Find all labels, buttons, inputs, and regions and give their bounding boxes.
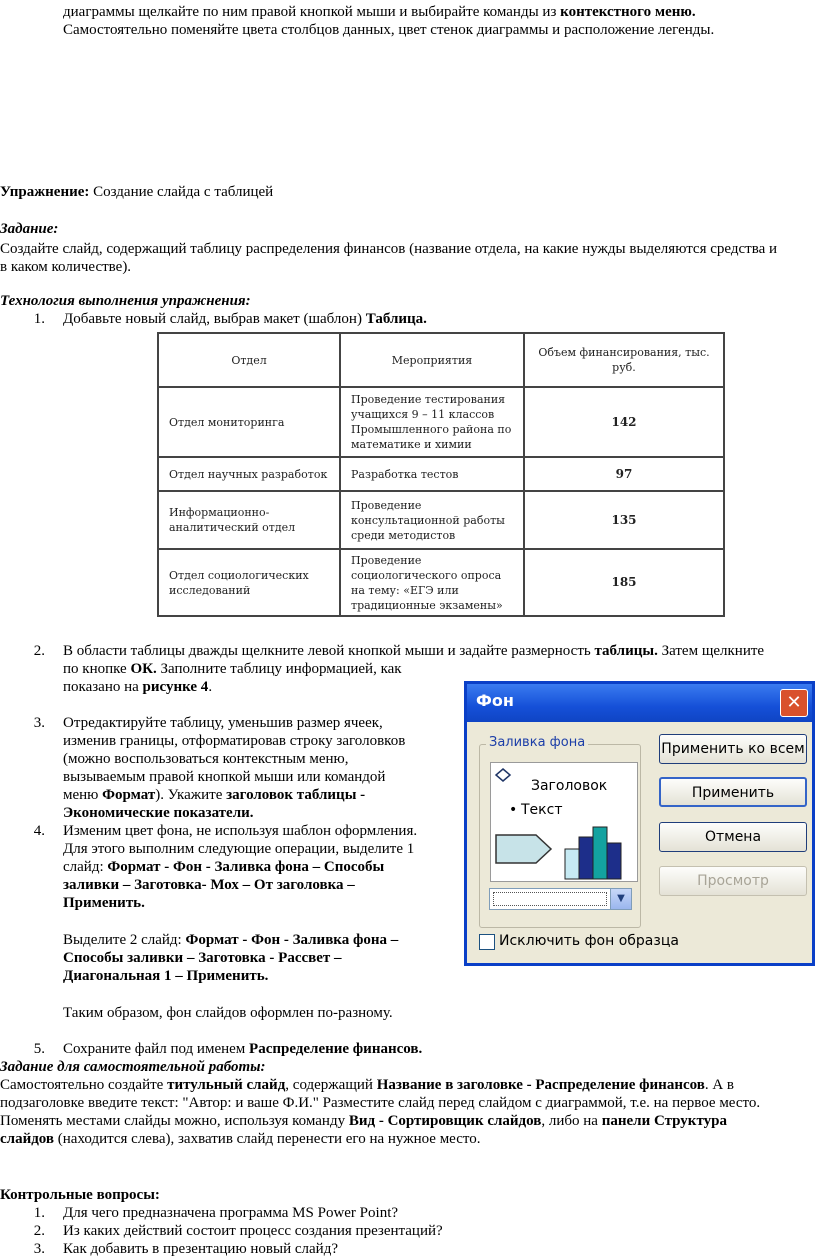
fill-group-label: Заливка фона bbox=[486, 734, 588, 752]
step-3-text-3: (можно воспользоваться контекстным меню, bbox=[63, 751, 349, 767]
self-task-text-3: Поменять местами слайды можно, используя команду Вид - Сортировщик слайдов, либо на панели Структура bbox=[0, 1113, 727, 1129]
step-5-text: Сохраните файл под именем Распределение финансов. bbox=[63, 1041, 423, 1057]
self-task-text-4: слайдов (находится слева), захватив слайд перенести его на нужное место. bbox=[0, 1131, 481, 1147]
activity-cell: Проведение тестирования учащихся 9 – 11 классов Промышленного района по математике и химии bbox=[340, 387, 524, 457]
step-4-text-1: Изменим цвет фона, не используя шаблон оформления. bbox=[63, 823, 418, 839]
preview-bullet: • bbox=[509, 802, 518, 818]
dept-cell: Отдел социологических исследований bbox=[158, 549, 340, 616]
task-label: Задание: bbox=[0, 221, 59, 237]
arrow-shape bbox=[496, 835, 551, 863]
chart-bar-icon bbox=[607, 843, 621, 879]
activity-cell: Разработка тестов bbox=[340, 457, 524, 491]
exercise-heading: Упражнение: Создание слайда с таблицей bbox=[0, 184, 274, 200]
preview-title: Заголовок bbox=[531, 778, 608, 794]
step-3-text-2: изменив границы, отформатировав строку заголовков bbox=[63, 733, 406, 749]
question-number: 2. bbox=[33, 1223, 45, 1239]
close-icon: ✕ bbox=[786, 692, 802, 713]
table-header-cell: Объем финансирования, тыс. руб. bbox=[524, 333, 724, 387]
fill-color-dropdown[interactable] bbox=[489, 888, 632, 910]
chart-bar-icon bbox=[579, 837, 593, 879]
chevron-down-icon[interactable]: ▼ bbox=[610, 889, 631, 909]
background-preview bbox=[490, 762, 638, 882]
step-1-number: 1. bbox=[33, 311, 45, 327]
step-3-text-1: Отредактируйте таблицу, уменьшив размер ячеек, bbox=[63, 715, 383, 731]
dept-cell: Отдел мониторинга bbox=[158, 387, 340, 457]
question-number: 1. bbox=[33, 1205, 45, 1221]
step-3-text-6: Экономические показатели. bbox=[63, 805, 254, 821]
self-task-text-2: подзаголовке введите текст: "Автор: и ваше Ф.И." Разместите слайд перед слайдом с диаграммой, т.е. на первое место. bbox=[0, 1095, 761, 1111]
cancel-button[interactable]: Отмена bbox=[659, 822, 807, 852]
step-4-para2-1: Выделите 2 слайд: Формат - Фон - Заливка фона – bbox=[63, 932, 399, 948]
questions-label: Контрольные вопросы: bbox=[0, 1187, 160, 1203]
dialog-title: Фон bbox=[476, 691, 514, 710]
step-4-para2-2: Способы заливки – Заготовка - Рассвет – bbox=[63, 950, 342, 966]
background-dialog bbox=[464, 681, 815, 966]
amount-cell: 135 bbox=[524, 491, 724, 549]
step-4-conclusion: Таким образом, фон слайдов оформлен по-разному. bbox=[63, 1005, 393, 1021]
self-task-text-1: Самостоятельно создайте титульный слайд, содержащий Название в заголовке - Распределение финансов. А в bbox=[0, 1077, 735, 1093]
step-3-text-4: вызываемым правой кнопкой мыши или командой bbox=[63, 769, 386, 785]
intro-line-2: Самостоятельно поменяйте цвета столбцов данных, цвет стенок диаграммы и расположение легенды. bbox=[63, 22, 715, 38]
step-3-text-5: меню Формат). Укажите заголовок таблицы - bbox=[63, 787, 366, 803]
question-item: Из каких действий состоит процесс создания презентаций? bbox=[63, 1223, 443, 1239]
step-2-text-1: В области таблицы дважды щелкните левой кнопкой мыши и задайте размерность таблицы. Затем щелкните bbox=[63, 643, 765, 659]
dropdown-value bbox=[493, 892, 607, 906]
finance-table bbox=[157, 332, 725, 615]
omit-master-background-label[interactable]: Исключить фон образца bbox=[499, 933, 679, 949]
omit-master-background-checkbox[interactable] bbox=[479, 934, 495, 950]
table-row bbox=[158, 491, 724, 549]
table-row bbox=[158, 387, 724, 457]
step-4-text-4: заливки – Заготовка- Мох – От заголовка – bbox=[63, 877, 355, 893]
chart-bar-icon bbox=[565, 849, 579, 879]
table-header-cell: Отдел bbox=[158, 333, 340, 387]
chart-bar-icon bbox=[593, 827, 607, 879]
dept-cell: Отдел научных разработок bbox=[158, 457, 340, 491]
preview-button[interactable]: Просмотр bbox=[659, 866, 807, 896]
close-button[interactable] bbox=[780, 689, 808, 717]
intro-line-1: диаграммы щелкайте по ним правой кнопкой мыши и выбирайте команды из контекстного меню. bbox=[63, 4, 696, 20]
question-number: 3. bbox=[33, 1241, 45, 1257]
apply-to-all-button[interactable]: Применить ко всем bbox=[659, 734, 807, 764]
table-header-row bbox=[158, 333, 724, 387]
question-item: Для чего предназначена программа MS Power Point? bbox=[63, 1205, 399, 1221]
table-row bbox=[158, 457, 724, 491]
step-4-text-5: Применить. bbox=[63, 895, 145, 911]
amount-cell: 185 bbox=[524, 549, 724, 616]
diamond-bullet-icon bbox=[496, 769, 510, 781]
amount-cell: 142 bbox=[524, 387, 724, 457]
table-header-cell: Мероприятия bbox=[340, 333, 524, 387]
dialog-title-bar[interactable] bbox=[467, 684, 812, 722]
step-4-para2-3: Диагональная 1 – Применить. bbox=[63, 968, 269, 984]
task-text-2: в каком количестве). bbox=[0, 259, 132, 275]
step-2-text-2: по кнопке ОК. Заполните таблицу информацией, как bbox=[63, 661, 402, 677]
step-2-number: 2. bbox=[33, 643, 45, 659]
amount-cell: 97 bbox=[524, 457, 724, 491]
apply-button[interactable]: Применить bbox=[659, 777, 807, 807]
activity-cell: Проведение консультационной работы среди методистов bbox=[340, 491, 524, 549]
tech-label: Технология выполнения упражнения: bbox=[0, 293, 251, 309]
step-2-text-3: показано на рисунке 4. bbox=[63, 679, 213, 695]
question-item: Как добавить в презентацию новый слайд? bbox=[63, 1241, 338, 1257]
self-task-label: Задание для самостоятельной работы: bbox=[0, 1059, 266, 1075]
step-4-number: 4. bbox=[33, 823, 45, 839]
step-3-number: 3. bbox=[33, 715, 45, 731]
step-4-text-3: слайд: Формат - Фон - Заливка фона – Способы bbox=[63, 859, 385, 875]
step-1-text: Добавьте новый слайд, выбрав макет (шаблон) Таблица. bbox=[63, 311, 427, 327]
step-4-text-2: Для этого выполним следующие операции, выделите 1 bbox=[63, 841, 415, 857]
table-row bbox=[158, 549, 724, 616]
dept-cell: Информационно-аналитический отдел bbox=[158, 491, 340, 549]
task-text-1: Создайте слайд, содержащий таблицу распределения финансов (название отдела, на какие нужды выделяются средства и bbox=[0, 241, 778, 257]
activity-cell: Проведение социологического опроса на тему: «ЕГЭ или традиционные экзамены» bbox=[340, 549, 524, 616]
preview-bullet-text: Текст bbox=[521, 802, 563, 818]
step-5-number: 5. bbox=[33, 1041, 45, 1057]
